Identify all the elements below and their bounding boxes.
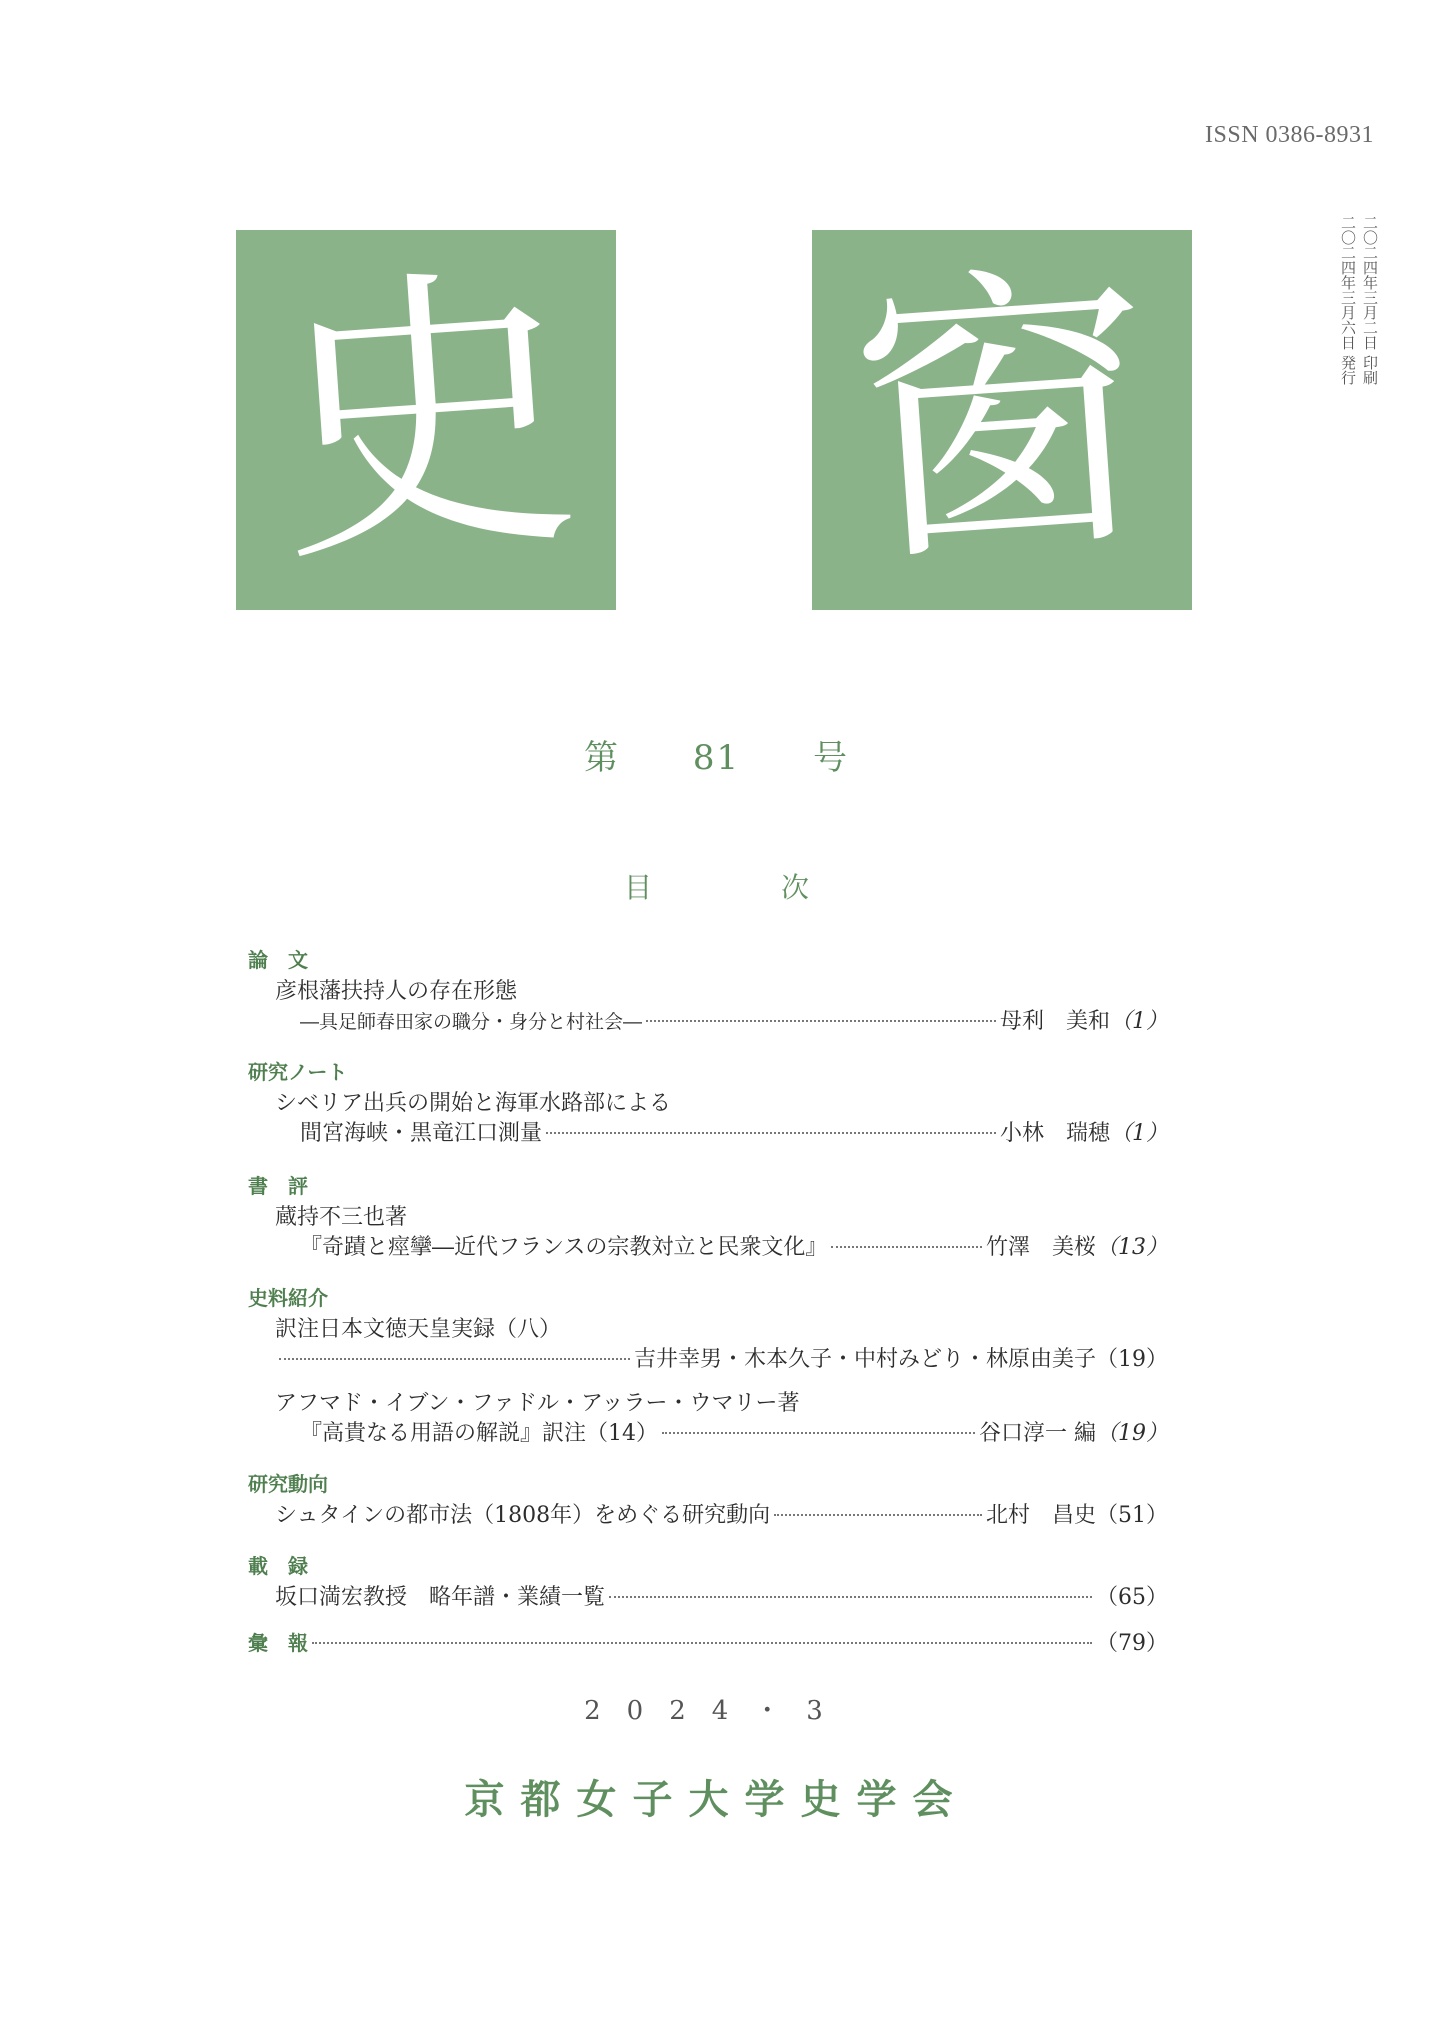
toc-entry-shiryo2 bbox=[248, 1416, 1168, 1446]
title-block-left bbox=[236, 230, 616, 610]
entry-author: 北村 昌史 bbox=[985, 1503, 1096, 1528]
entry-title: シベリア出兵の開始と海軍水路部による bbox=[275, 1091, 672, 1116]
entry-page: （79） bbox=[1096, 1631, 1168, 1656]
entry-book-author: 蔵持不三也著 bbox=[275, 1205, 408, 1230]
toc-entry-shiryo2-author bbox=[248, 1386, 1168, 1416]
leader-dots bbox=[546, 1132, 996, 1134]
issue-prefix: 第 bbox=[584, 738, 621, 778]
toc-entry-note-title bbox=[248, 1086, 1168, 1116]
entry-subtitle: ―具足師春田家の職分・身分と村社会― bbox=[300, 1011, 643, 1033]
entry-title-cont: 間宮海峡・黒竜江口測量 bbox=[300, 1121, 543, 1146]
title-block-right bbox=[812, 230, 1192, 610]
entry-original-author: アフマド・イブン・ファドル・アッラー・ウマリー著 bbox=[275, 1391, 800, 1416]
toc-entry-trend bbox=[248, 1498, 1168, 1528]
toc-entry-bulletin bbox=[248, 1626, 1168, 1656]
leader-dots bbox=[279, 1358, 630, 1360]
entry-author: 小林 瑞穂 bbox=[999, 1121, 1110, 1146]
leader-dots bbox=[609, 1596, 1092, 1598]
category-shiryo: 史料紹介 bbox=[248, 1286, 328, 1310]
entry-title: 彦根藩扶持人の存在形態 bbox=[275, 979, 518, 1004]
title-char-2: 窗 bbox=[840, 234, 1164, 605]
toc-entry-shiryo1-title bbox=[248, 1312, 1168, 1342]
entry-page: （51） bbox=[1096, 1503, 1168, 1528]
toc-entry-note bbox=[248, 1116, 1168, 1146]
category-ronbun: 論 文 bbox=[248, 948, 308, 972]
toc-entry-shiryo1 bbox=[248, 1342, 1168, 1372]
entry-title: 坂口満宏教授 略年譜・業績一覧 bbox=[275, 1585, 606, 1610]
category-review: 書 評 bbox=[248, 1174, 308, 1198]
entry-title: 『高貴なる用語の解説』訳注（14） bbox=[300, 1421, 658, 1446]
entry-authors: 吉井幸男・木本久子・中村みどり・林原由美子 bbox=[633, 1347, 1096, 1372]
toc-heading bbox=[0, 866, 1433, 906]
publisher-name: 京都女子大学史学会 bbox=[464, 1777, 969, 1823]
issue-suffix: 号 bbox=[812, 738, 849, 778]
toc-entry-review-author bbox=[248, 1200, 1168, 1230]
entry-book-title: 『奇蹟と痙攣―近代フランスの宗教対立と民衆文化』 bbox=[300, 1235, 828, 1260]
leader-dots bbox=[774, 1514, 982, 1516]
category-trend: 研究動向 bbox=[248, 1472, 328, 1496]
category-note: 研究ノート bbox=[248, 1060, 348, 1084]
publication-date: 2024・3 bbox=[584, 1696, 849, 1726]
toc-heading-left: 目 bbox=[624, 871, 653, 904]
issue-number-value: 81 bbox=[692, 738, 741, 778]
leader-dots bbox=[662, 1432, 975, 1434]
leader-dots bbox=[312, 1642, 1092, 1644]
publish-date: 二〇二四年三月六日 発行 bbox=[1339, 215, 1357, 385]
entry-author: 母利 美和 bbox=[999, 1009, 1110, 1034]
entry-page: （65） bbox=[1096, 1585, 1168, 1610]
entry-page: （19） bbox=[1096, 1347, 1168, 1372]
entry-page: （13） bbox=[1096, 1235, 1168, 1260]
entry-page: （1） bbox=[1110, 1009, 1168, 1034]
entry-page: （1） bbox=[1110, 1121, 1168, 1146]
entry-editor: 谷口淳一 編 bbox=[979, 1421, 1096, 1446]
entry-title: シュタインの都市法（1808年）をめぐる研究動向 bbox=[275, 1503, 771, 1528]
title-char-1: 史 bbox=[264, 234, 588, 605]
entry-author: 竹澤 美桜 bbox=[985, 1235, 1096, 1260]
toc-entry-ronbun bbox=[248, 1004, 1168, 1034]
issn-number: ISSN 0386-8931 bbox=[1205, 122, 1375, 148]
category-record: 載 録 bbox=[248, 1554, 308, 1578]
toc-entry-record bbox=[248, 1580, 1168, 1610]
leader-dots bbox=[646, 1020, 996, 1022]
leader-dots bbox=[831, 1246, 982, 1248]
print-date: 二〇二四年三月二日 印刷 bbox=[1361, 215, 1379, 385]
print-info bbox=[1340, 215, 1378, 385]
toc-entry-ronbun-title bbox=[248, 974, 1168, 1004]
entry-page: （19） bbox=[1096, 1421, 1168, 1446]
category-bulletin: 彙 報 bbox=[248, 1631, 308, 1655]
entry-title: 訳注日本文徳天皇実録（八） bbox=[275, 1317, 562, 1342]
issue-number bbox=[0, 730, 1433, 779]
toc-heading-right: 次 bbox=[780, 871, 809, 904]
toc-entry-review bbox=[248, 1230, 1168, 1260]
